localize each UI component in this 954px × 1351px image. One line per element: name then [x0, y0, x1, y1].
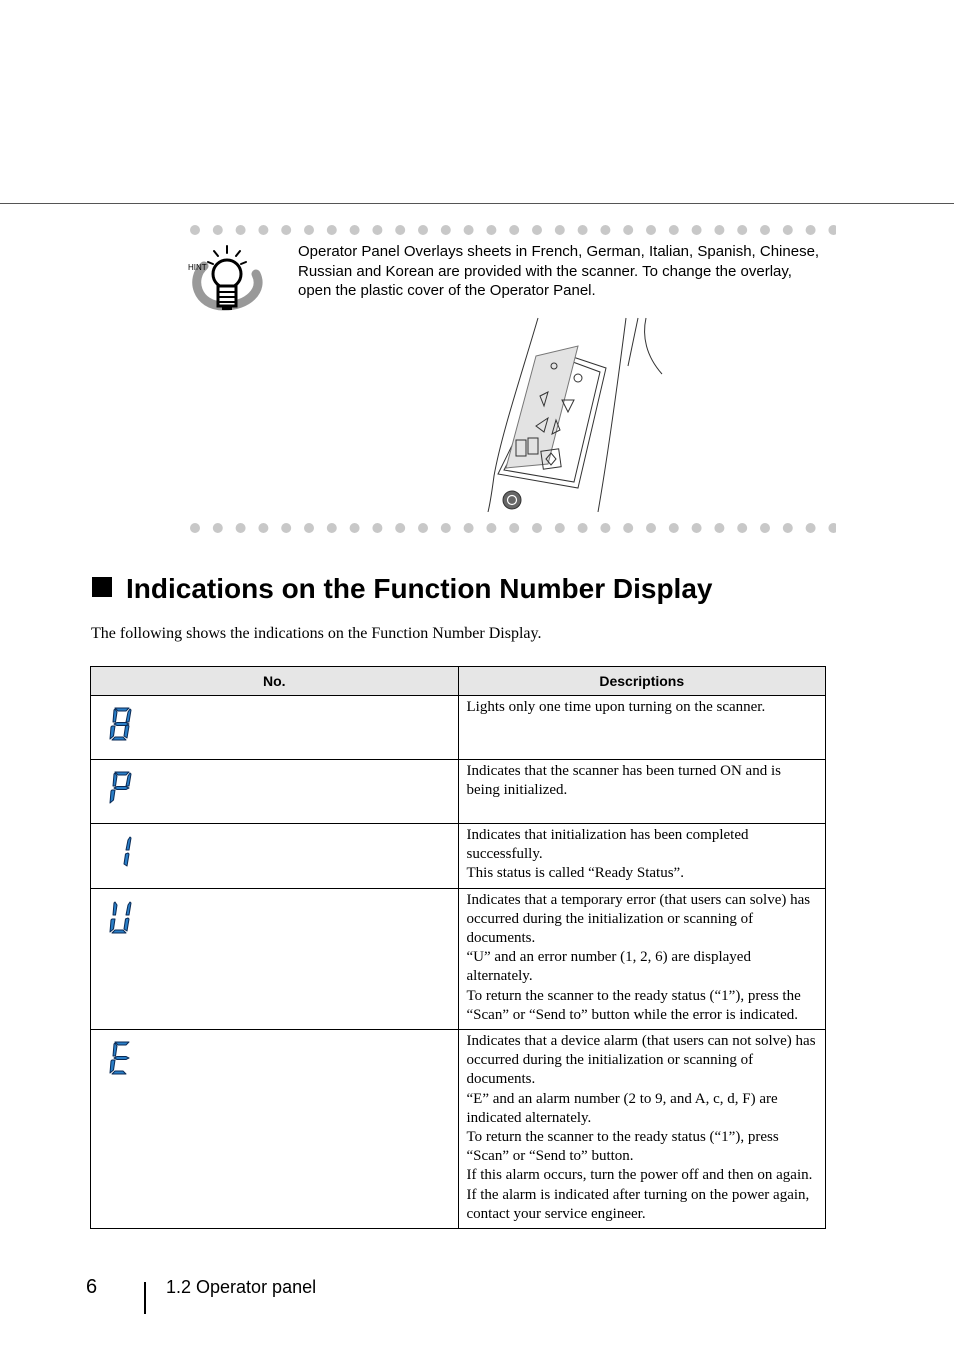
- operator-panel-illustration: [466, 316, 666, 512]
- hint-top-dotted-border: [186, 224, 836, 236]
- border-dot: [828, 523, 836, 533]
- description-line: Indicates that a device alarm (that users can not solve) has occurred during the initialization or scanning of documents.: [466, 1033, 816, 1088]
- description-line: Indicates that a temporary error (that users can solve) has occurred during the initialization or scanning of documents.: [466, 891, 811, 947]
- border-dot: [418, 523, 428, 533]
- border-dot: [669, 225, 679, 235]
- border-dot: [646, 225, 656, 235]
- border-dot: [828, 225, 836, 235]
- function-number-table: [90, 666, 826, 1229]
- footer-section-title: 1.2 Operator panel: [166, 1277, 317, 1297]
- description-line: Indicates that the scanner has been turned ON and is being initialized.: [466, 763, 781, 799]
- segment-middle: [114, 723, 129, 726]
- border-dot: [783, 523, 793, 533]
- table-row: [91, 760, 826, 824]
- border-dot: [395, 225, 405, 235]
- section-title-text: Indications on the Function Number Display: [126, 573, 713, 604]
- border-dot: [783, 225, 793, 235]
- border-dot: [372, 225, 382, 235]
- display-symbol-cell: [91, 824, 459, 889]
- description-cell: [458, 1030, 826, 1229]
- border-dot: [486, 225, 496, 235]
- border-dot: [623, 225, 633, 235]
- border-dot: [464, 225, 474, 235]
- table-row: [91, 888, 826, 1029]
- description-line: To return the scanner to the ready status (“1”), press “Scan” or “Send to” button.: [466, 1129, 779, 1165]
- hint-lightbulb-icon: [186, 244, 266, 314]
- border-dot: [532, 523, 542, 533]
- border-dot: [760, 225, 770, 235]
- hint-bottom-dotted-border: [186, 522, 836, 534]
- border-dot: [350, 225, 360, 235]
- border-dot: [578, 225, 588, 235]
- segment-lower-right: [124, 725, 129, 738]
- border-dot: [236, 523, 246, 533]
- border-dot: [806, 523, 816, 533]
- border-dot: [258, 523, 268, 533]
- border-dot: [486, 523, 496, 533]
- column-header-no: No.: [91, 667, 459, 696]
- border-dot: [600, 523, 610, 533]
- segment-middle: [114, 787, 129, 790]
- border-dot: [304, 225, 314, 235]
- border-dot: [692, 523, 702, 533]
- description-cell: [458, 760, 826, 824]
- border-dot: [441, 523, 451, 533]
- border-dot: [737, 225, 747, 235]
- segment-top: [115, 772, 129, 775]
- description-line: Lights only one time upon turning on the scanner.: [466, 699, 766, 715]
- border-dot: [304, 523, 314, 533]
- seven-segment-p-icon: [109, 770, 135, 806]
- hint-text: Operator Panel Overlays sheets in French, German, Italian, Spanish, Chinese, Russian and Korean are provided with the scanner. To change the overlay, open the plastic cover of the Operator Panel.: [298, 243, 820, 299]
- border-dot: [213, 523, 223, 533]
- segment-lower-right: [124, 853, 129, 866]
- border-dot: [760, 523, 770, 533]
- description-cell: [458, 888, 826, 1029]
- display-symbol-cell: [91, 1030, 459, 1229]
- border-dot: [190, 523, 200, 533]
- border-dot: [258, 225, 268, 235]
- description-line: If this alarm occurs, turn the power off and then on again. If the alarm is indicated after turning on the power again, contact your service engineer.: [466, 1167, 813, 1222]
- section-intro: The following shows the indications on the Function Number Display.: [91, 625, 542, 642]
- description-line: To return the scanner to the ready status (“1”), press the “Scan” or “Send to” button while the error is indicated.: [466, 987, 801, 1023]
- border-dot: [509, 225, 519, 235]
- border-dot: [327, 523, 337, 533]
- seven-segment-1-icon: [109, 834, 135, 870]
- border-dot: [418, 225, 428, 235]
- seven-segment-e-icon: [109, 1040, 135, 1076]
- segment-upper-left: [113, 709, 117, 722]
- segment-lower-right: [124, 918, 129, 931]
- section-title: [92, 572, 712, 606]
- segment-upper-right: [126, 837, 131, 850]
- table-row: [91, 824, 826, 889]
- border-dot: [714, 225, 724, 235]
- border-dot: [578, 523, 588, 533]
- border-dot: [372, 523, 382, 533]
- border-dot: [441, 225, 451, 235]
- segment-bottom: [112, 737, 126, 740]
- segment-top: [115, 1042, 129, 1045]
- description-line: “E” and an alarm number (2 to 9, and A, c, d, F) are indicated alternately.: [466, 1090, 778, 1126]
- description-line: Indicates that initialization has been completed successfully.: [466, 827, 749, 863]
- description-line: “U” and an error number (1, 2, 6) are displayed alternately.: [466, 949, 751, 985]
- section-bullet-square: [92, 577, 112, 597]
- display-symbol-cell: [91, 760, 459, 824]
- border-dot: [555, 225, 565, 235]
- seven-segment-8-icon: [109, 706, 135, 742]
- table-row: [91, 696, 826, 760]
- border-dot: [464, 523, 474, 533]
- border-dot: [623, 523, 633, 533]
- border-dot: [327, 225, 337, 235]
- segment-upper-left: [113, 902, 117, 915]
- display-symbol-cell: [91, 696, 459, 760]
- border-dot: [806, 225, 816, 235]
- border-dot: [646, 523, 656, 533]
- border-dot: [509, 523, 519, 533]
- border-dot: [692, 225, 702, 235]
- table-row: [91, 1030, 826, 1229]
- description-cell: [458, 824, 826, 889]
- border-dot: [714, 523, 724, 533]
- border-dot: [737, 523, 747, 533]
- segment-upper-left: [113, 1043, 117, 1056]
- segment-middle: [114, 1057, 129, 1060]
- border-dot: [395, 523, 405, 533]
- border-dot: [350, 523, 360, 533]
- segment-top: [115, 708, 129, 711]
- border-dot: [532, 225, 542, 235]
- column-header-descriptions: Descriptions: [458, 667, 826, 696]
- border-dot: [281, 225, 291, 235]
- description-line: This status is called “Ready Status”.: [466, 865, 684, 882]
- description-cell: [458, 696, 826, 760]
- segment-upper-right: [126, 902, 131, 915]
- border-dot: [669, 523, 679, 533]
- border-dot: [555, 523, 565, 533]
- segment-upper-left: [113, 773, 117, 786]
- display-symbol-cell: [91, 888, 459, 1029]
- top-rule: [0, 203, 954, 204]
- seven-segment-u-icon: [109, 899, 135, 935]
- footer-divider: [144, 1282, 146, 1314]
- segment-lower-left: [110, 790, 115, 803]
- page-number: 6: [86, 1276, 98, 1298]
- border-dot: [281, 523, 291, 533]
- hint-icon-label: HINT: [188, 263, 207, 272]
- segment-bottom: [112, 930, 126, 933]
- table-header-row: [91, 667, 826, 696]
- border-dot: [600, 225, 610, 235]
- border-dot: [190, 225, 200, 235]
- border-dot: [236, 225, 246, 235]
- segment-bottom: [112, 1071, 126, 1074]
- border-dot: [213, 225, 223, 235]
